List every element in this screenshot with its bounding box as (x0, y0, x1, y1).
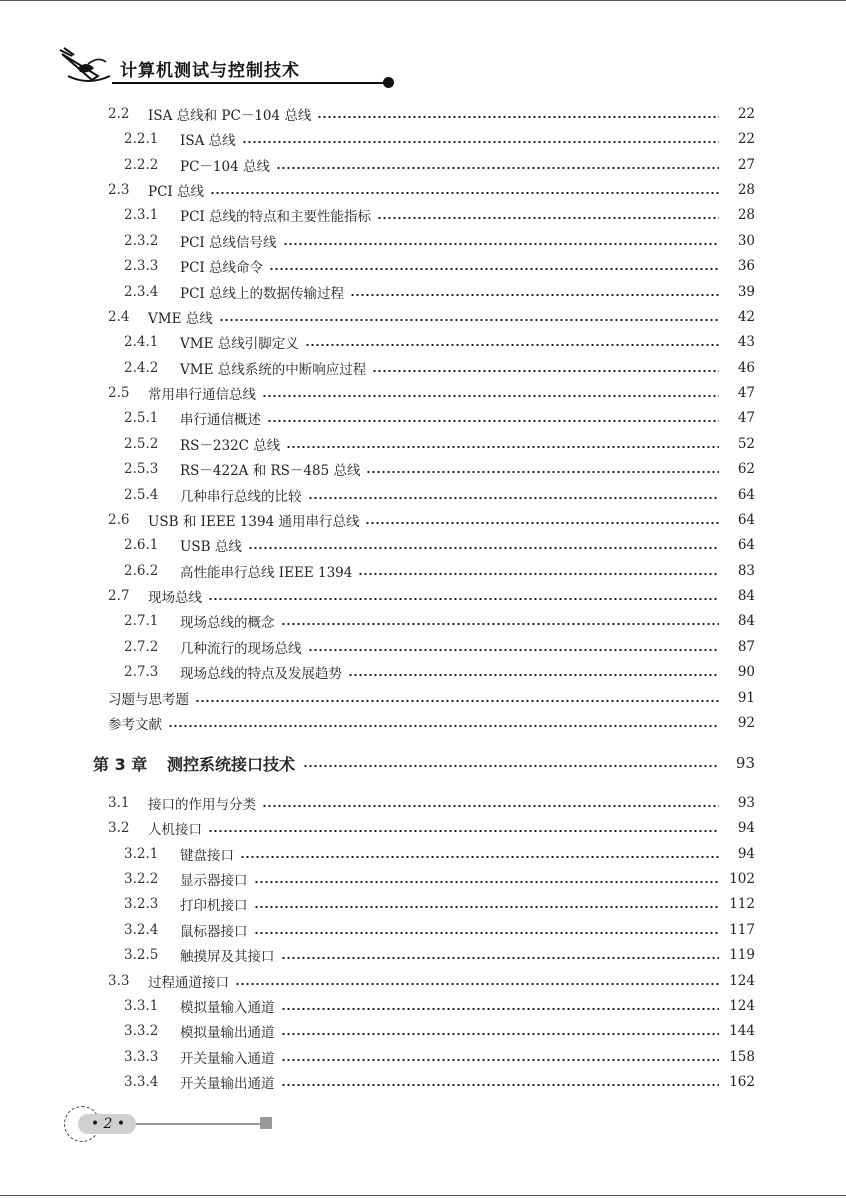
toc-entry-number: 2.2.1 (124, 131, 159, 148)
toc-entry[interactable] (0, 255, 846, 277)
dot-leader (350, 293, 719, 297)
toc-entry[interactable] (0, 792, 846, 814)
pen-writing-icon (58, 46, 116, 86)
toc-entry-number: 3.1 (108, 795, 130, 811)
toc-entry-page: 84 (737, 613, 755, 630)
toc-entry-page: 30 (737, 232, 755, 249)
toc-entry-title: VME 总线 (148, 310, 213, 327)
toc-entry-title: 参考文献 (108, 716, 162, 733)
dot-leader (286, 445, 719, 449)
dot-leader (281, 1083, 720, 1087)
toc-entry[interactable] (0, 534, 846, 556)
chapter-page: 93 (735, 754, 755, 772)
dot-leader (281, 1032, 720, 1036)
toc-entry-title: 键盘接口 (180, 847, 234, 864)
toc-entry[interactable] (0, 868, 846, 890)
dot-leader (308, 496, 720, 500)
toc-entry-number: 2.6 (108, 511, 130, 528)
toc-entry[interactable] (0, 560, 846, 582)
book-title: 计算机测试与控制技术 (120, 61, 300, 81)
toc-entry-title: 习题与思考题 (108, 691, 189, 708)
toc-entry[interactable] (0, 204, 846, 226)
toc-entry-page: 162 (729, 1074, 755, 1091)
toc-entry-number: 2.6.1 (124, 537, 159, 554)
toc-entry[interactable] (0, 407, 846, 429)
dot-leader (269, 267, 719, 271)
dot-leader (240, 855, 719, 859)
dot-leader (365, 521, 719, 525)
toc-entry-page: 83 (737, 562, 755, 579)
toc-entry-page: 46 (737, 359, 755, 376)
toc-entry-page: 94 (737, 845, 755, 862)
toc-entry-page: 28 (737, 207, 755, 224)
chapter-heading[interactable] (0, 751, 846, 775)
toc-entry-number: 3.2.4 (124, 921, 159, 938)
dot-leader (242, 140, 719, 144)
toc-entry-number: 2.4.2 (124, 359, 159, 376)
toc-entry-number: 3.3.4 (124, 1074, 159, 1091)
dot-leader (281, 1058, 720, 1062)
dot-leader (235, 982, 719, 986)
toc-entry-number: 2.5.3 (124, 461, 159, 478)
toc-entry-title: 触摸屏及其接口 (180, 949, 275, 966)
toc-entry[interactable] (0, 331, 846, 353)
toc-entry[interactable] (0, 154, 846, 176)
toc-entry-page: 144 (729, 1023, 755, 1040)
toc-entry[interactable] (0, 357, 846, 379)
toc-entry-number: 3.2.5 (124, 947, 159, 964)
toc-entry-title: 现场总线的特点及发展趋势 (180, 666, 342, 683)
toc-entry-title: 过程通道接口 (148, 974, 229, 991)
dot-leader (195, 699, 719, 703)
toc-entry[interactable] (0, 585, 846, 607)
toc-entry-title: 打印机接口 (180, 898, 248, 915)
toc-entry-title: PCI 总线命令 (180, 260, 264, 277)
toc-entry-page: 124 (729, 972, 755, 989)
dot-leader (348, 673, 719, 677)
toc-entry-number: 2.4 (108, 308, 130, 325)
toc-entry[interactable] (0, 1071, 846, 1093)
toc-entry-page: 62 (737, 461, 755, 478)
toc-entry-page: 94 (737, 820, 755, 837)
toc-entry[interactable] (0, 179, 846, 201)
toc-entry-page: 39 (737, 283, 755, 300)
dot-leader (281, 622, 720, 626)
toc-entry-title: PCI 总线 (148, 184, 205, 201)
toc-entry-number: 3.3.3 (124, 1048, 159, 1065)
toc-entry-page: 42 (737, 308, 755, 325)
toc-entry-page: 47 (737, 410, 755, 427)
toc-entry[interactable] (0, 458, 846, 480)
chapter-title: 测控系统接口技术 (167, 754, 296, 774)
toc-entry-page: 43 (737, 334, 755, 351)
dot-leader (317, 115, 719, 119)
toc-entry-title: PCI 总线的特点和主要性能指标 (180, 209, 372, 226)
toc-entry[interactable] (0, 919, 846, 941)
dot-leader (283, 242, 719, 246)
toc-entry-page: 117 (729, 921, 755, 938)
toc-entry-number: 3.2.1 (124, 845, 159, 862)
header-dot (383, 77, 394, 88)
toc-entry-number: 2.7.2 (124, 638, 159, 655)
dot-leader (262, 804, 719, 808)
toc-entry[interactable] (0, 433, 846, 455)
toc-entry-number: 2.4.1 (124, 334, 159, 351)
dot-leader (208, 597, 719, 601)
toc-entry[interactable] (0, 1046, 846, 1068)
toc-entry-title: 几种流行的现场总线 (180, 640, 302, 657)
toc-entry-page: 87 (737, 638, 755, 655)
dot-leader (168, 724, 719, 728)
footer-square (260, 1117, 272, 1129)
toc-entry-title: ISA 总线和 PC－104 总线 (148, 108, 312, 124)
dot-leader (254, 880, 720, 884)
toc-entry-page: 91 (737, 689, 755, 706)
dot-leader (208, 829, 719, 833)
toc-entry[interactable] (0, 843, 846, 865)
dot-leader (248, 546, 719, 550)
toc-entry-number: 3.2.2 (124, 871, 159, 888)
toc-entry-number: 3.3 (108, 972, 130, 989)
toc-entry-page: 47 (737, 385, 755, 402)
toc-entry[interactable] (0, 306, 846, 328)
toc-entry-title: 串行通信概述 (180, 412, 261, 429)
top-border-rule (0, 0, 846, 1)
dot-leader (377, 216, 719, 220)
toc-entry[interactable] (0, 610, 846, 632)
toc-entry-title: 现场总线的概念 (180, 615, 275, 632)
toc-entry-title: USB 和 IEEE 1394 通用串行总线 (148, 513, 360, 530)
page-number: • 2 • (90, 1116, 126, 1132)
toc-entry-number: 2.3.3 (124, 258, 159, 275)
toc-entry-number: 2.6.2 (124, 562, 159, 579)
toc-entry-page: 92 (737, 714, 755, 731)
toc-entry[interactable] (0, 1020, 846, 1042)
toc-entry-number: 2.3 (108, 182, 130, 199)
toc-entry-number: 2.3.1 (124, 207, 159, 224)
toc-entry-page: 84 (737, 588, 755, 605)
toc-entry-page: 93 (737, 795, 755, 811)
dot-leader (254, 931, 720, 935)
dot-leader (281, 1007, 720, 1011)
header-underline (112, 82, 386, 84)
toc-entry[interactable] (0, 484, 846, 506)
toc-entry-number: 2.5.2 (124, 435, 159, 452)
dot-leader (358, 572, 719, 576)
toc-entry-number: 2.7.1 (124, 613, 159, 630)
toc-entry-title: 开关量输出通道 (180, 1076, 275, 1093)
toc-entry-title: PC－104 总线 (180, 158, 270, 175)
toc-entry-page: 119 (729, 947, 755, 964)
toc-entry[interactable] (0, 995, 846, 1017)
toc-entry-title: 高性能串行总线 IEEE 1394 (180, 564, 353, 581)
toc-entry-number: 2.5 (108, 385, 130, 402)
toc-entry-title: 人机接口 (148, 822, 202, 839)
toc-entry-number: 2.7 (108, 588, 130, 605)
toc-entry-title: 模拟量输出通道 (180, 1025, 275, 1042)
toc-entry-title: VME 总线系统的中断响应过程 (180, 361, 367, 378)
toc-entry-page: 158 (729, 1048, 755, 1065)
toc-entry[interactable] (0, 944, 846, 966)
toc-entry[interactable] (0, 893, 846, 915)
toc-entry[interactable] (0, 103, 846, 125)
dot-leader (366, 470, 719, 474)
toc-entry-title: 鼠标器接口 (180, 923, 248, 940)
toc-entry-page: 124 (729, 997, 755, 1014)
toc-entry-number: 3.2 (108, 820, 130, 837)
toc-entry-number: 2.5.4 (124, 486, 159, 503)
chapter-number: 第 3 章 (93, 754, 148, 774)
toc-entry-page: 64 (737, 486, 755, 503)
toc-entry-page: 22 (737, 106, 755, 122)
dot-leader (372, 369, 719, 373)
toc-entry-number: 3.3.2 (124, 1023, 159, 1040)
toc-entry[interactable] (0, 970, 846, 992)
toc-entry-title: 模拟量输入通道 (180, 999, 275, 1016)
toc-entry-title: RS－422A 和 RS－485 总线 (180, 463, 361, 480)
dot-leader (254, 905, 720, 909)
dot-leader (219, 318, 719, 322)
toc-entry-page: 64 (737, 537, 755, 554)
page-number-value: 2 (103, 1116, 113, 1132)
toc-entry-number: 2.3.2 (124, 232, 159, 249)
toc-entry[interactable] (0, 712, 846, 734)
toc-entry-number: 3.2.3 (124, 896, 159, 913)
toc-entry-page: 22 (737, 131, 755, 148)
toc-entry-title: PCI 总线上的数据传输过程 (180, 285, 345, 302)
toc-entry[interactable] (0, 817, 846, 839)
toc-entry-page: 112 (729, 896, 755, 913)
toc-entry-number: 2.3.4 (124, 283, 159, 300)
toc-entry-page: 27 (737, 156, 755, 173)
toc-entry[interactable] (0, 230, 846, 252)
toc-entry-title: 现场总线 (148, 590, 202, 607)
toc-entry[interactable] (0, 661, 846, 683)
toc-entry-number: 2.5.1 (124, 410, 159, 427)
dot-leader (305, 343, 719, 347)
dot-leader (210, 191, 719, 195)
toc-entry-title: RS－232C 总线 (180, 437, 281, 454)
dot-leader (308, 648, 720, 652)
toc-entry-title: VME 总线引脚定义 (180, 336, 299, 353)
toc-entry[interactable] (0, 687, 846, 709)
toc-entry-page: 102 (729, 871, 755, 888)
toc-entry-page: 28 (737, 182, 755, 199)
toc-entry-page: 36 (737, 258, 755, 275)
dot-leader (281, 956, 720, 960)
toc-entry-number: 3.3.1 (124, 997, 159, 1014)
toc-entry[interactable] (0, 128, 846, 150)
toc-entry-title: 显示器接口 (180, 873, 248, 890)
toc-entry-number: 2.7.3 (124, 664, 159, 681)
toc-entry-number: 2.2 (108, 106, 130, 122)
dot-leader (303, 764, 717, 768)
toc-entry-title: ISA 总线 (180, 133, 236, 150)
toc-entry-title: 接口的作用与分类 (148, 797, 256, 813)
toc-entry-title: 开关量输入通道 (180, 1050, 275, 1067)
toc-entry-title: USB 总线 (180, 539, 242, 556)
toc-entry[interactable] (0, 509, 846, 531)
dot-leader (267, 419, 719, 423)
toc-entry-title: 常用串行通信总线 (148, 387, 256, 404)
toc-entry[interactable] (0, 636, 846, 658)
footer-line (136, 1123, 260, 1125)
toc-entry-page: 52 (737, 435, 755, 452)
toc-entry-page: 90 (737, 664, 755, 681)
dot-leader (276, 166, 719, 170)
toc-entry[interactable] (0, 281, 846, 303)
toc-entry[interactable] (0, 382, 846, 404)
toc-entry-number: 2.2.2 (124, 156, 159, 173)
toc-entry-title: PCI 总线信号线 (180, 234, 277, 251)
toc-entry-page: 64 (737, 511, 755, 528)
toc-entry-title: 几种串行总线的比较 (180, 488, 302, 505)
dot-leader (262, 394, 719, 398)
bottom-border-rule (0, 1195, 846, 1196)
